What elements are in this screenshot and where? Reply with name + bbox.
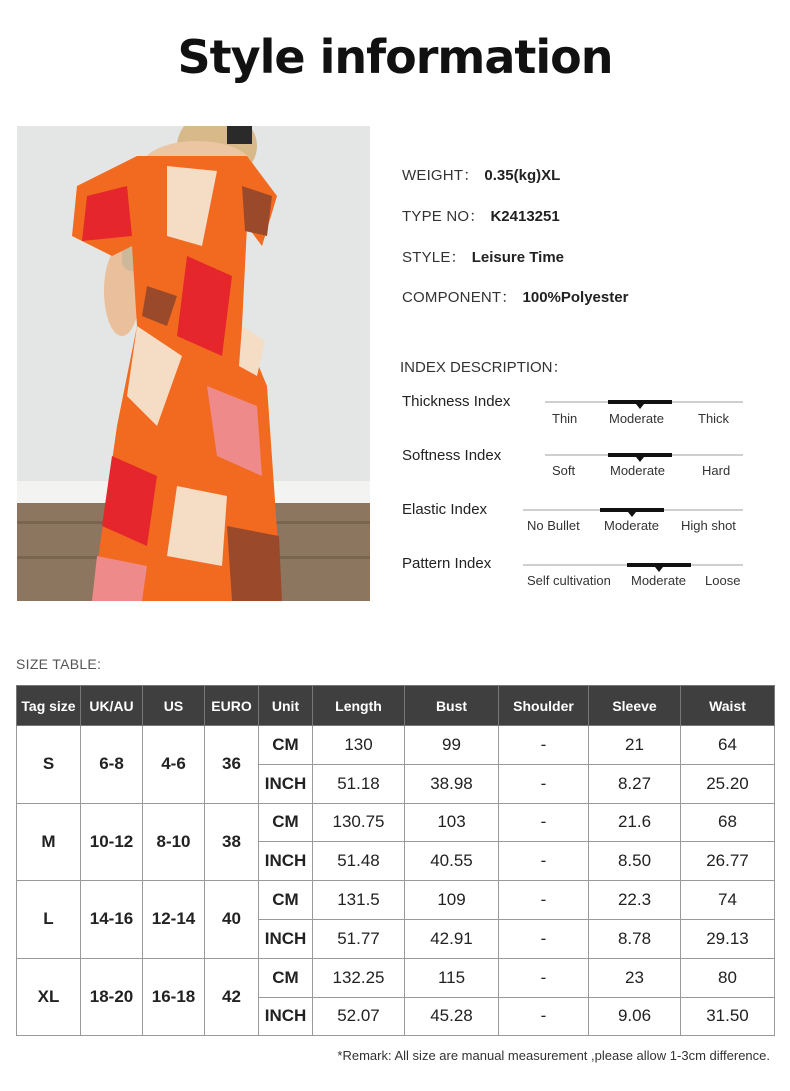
us-cell: 16-18 — [143, 958, 205, 1036]
index-option: Soft — [552, 463, 576, 478]
shoulder-cell: - — [499, 764, 589, 803]
column-header: US — [143, 686, 205, 726]
column-header: Length — [313, 686, 405, 726]
shoulder-cell: - — [499, 997, 589, 1036]
spec-value: K2413251 — [490, 208, 560, 225]
shoulder-cell: - — [499, 958, 589, 997]
sleeve-cell: 8.78 — [589, 919, 681, 958]
length-cell: 51.77 — [313, 919, 405, 958]
unit-cell: INCH — [259, 842, 313, 881]
uk-au-cell: 10-12 — [81, 803, 143, 881]
bust-cell: 45.28 — [405, 997, 499, 1036]
index-option: Moderate — [631, 573, 686, 588]
waist-cell: 31.50 — [681, 997, 775, 1036]
size-table-label: SIZE TABLE: — [16, 656, 102, 672]
index-label-pattern: Pattern Index — [402, 555, 492, 572]
unit-cell: CM — [259, 881, 313, 920]
unit-cell: CM — [259, 803, 313, 842]
bust-cell: 40.55 — [405, 842, 499, 881]
column-header: Shoulder — [499, 686, 589, 726]
sleeve-cell: 21.6 — [589, 803, 681, 842]
shoulder-cell: - — [499, 803, 589, 842]
tag-size-cell: S — [17, 726, 81, 804]
us-cell: 12-14 — [143, 881, 205, 959]
spec-value: 100%Polyester — [522, 289, 629, 306]
tag-size-cell: L — [17, 881, 81, 959]
product-photo — [17, 126, 370, 601]
sleeve-cell: 8.50 — [589, 842, 681, 881]
length-cell: 130 — [313, 726, 405, 765]
length-cell: 131.5 — [313, 881, 405, 920]
index-pointer-icon — [655, 567, 663, 572]
index-option: Thick — [698, 411, 730, 426]
table-header-row — [17, 686, 775, 726]
euro-cell: 42 — [205, 958, 259, 1036]
index-description-heading: INDEX DESCRIPTION： — [400, 359, 568, 376]
table-row — [17, 726, 775, 765]
spec-style — [402, 246, 564, 267]
waist-cell: 80 — [681, 958, 775, 997]
table-row — [17, 958, 775, 997]
length-cell: 51.48 — [313, 842, 405, 881]
index-pointer-icon — [628, 512, 636, 517]
index-option: Moderate — [609, 411, 664, 426]
unit-cell: CM — [259, 726, 313, 765]
remark-note: *Remark: All size are manual measurement ,please allow 1-3cm difference. — [337, 1048, 770, 1063]
column-header: Tag size — [17, 686, 81, 726]
index-option: High shot — [681, 518, 736, 533]
spec-key: WEIGHT： — [402, 167, 479, 184]
column-header: UK/AU — [81, 686, 143, 726]
index-option: Moderate — [610, 463, 665, 478]
bust-cell: 109 — [405, 881, 499, 920]
spec-key: COMPONENT： — [402, 289, 517, 306]
length-cell: 130.75 — [313, 803, 405, 842]
euro-cell: 40 — [205, 881, 259, 959]
index-option: Self cultivation — [527, 573, 611, 588]
sleeve-cell: 8.27 — [589, 764, 681, 803]
spec-type-no — [402, 205, 560, 226]
waist-cell: 74 — [681, 881, 775, 920]
length-cell: 52.07 — [313, 997, 405, 1036]
index-pointer-icon — [636, 457, 644, 462]
waist-cell: 26.77 — [681, 842, 775, 881]
euro-cell: 36 — [205, 726, 259, 804]
sleeve-cell: 22.3 — [589, 881, 681, 920]
size-table — [16, 685, 775, 1036]
index-label-thickness: Thickness Index — [402, 393, 511, 410]
us-cell: 8-10 — [143, 803, 205, 881]
index-label-elastic: Elastic Index — [402, 501, 488, 518]
bust-cell: 99 — [405, 726, 499, 765]
waist-cell: 29.13 — [681, 919, 775, 958]
tag-size-cell: XL — [17, 958, 81, 1036]
column-header: Bust — [405, 686, 499, 726]
unit-cell: CM — [259, 958, 313, 997]
length-cell: 132.25 — [313, 958, 405, 997]
waist-cell: 64 — [681, 726, 775, 765]
index-label-softness: Softness Index — [402, 447, 502, 464]
bust-cell: 115 — [405, 958, 499, 997]
dress-illustration — [17, 126, 370, 601]
spec-key: STYLE： — [402, 249, 466, 266]
spec-key: TYPE NO： — [402, 208, 485, 225]
table-row — [17, 881, 775, 920]
tag-size-cell: M — [17, 803, 81, 881]
us-cell: 4-6 — [143, 726, 205, 804]
column-header: Unit — [259, 686, 313, 726]
index-option: No Bullet — [527, 518, 580, 533]
waist-cell: 68 — [681, 803, 775, 842]
column-header: Sleeve — [589, 686, 681, 726]
index-pointer-icon — [636, 404, 644, 409]
bust-cell: 103 — [405, 803, 499, 842]
index-option: Loose — [705, 573, 741, 588]
sleeve-cell: 9.06 — [589, 997, 681, 1036]
shoulder-cell: - — [499, 881, 589, 920]
index-option: Moderate — [604, 518, 659, 533]
spec-component — [402, 286, 628, 307]
bust-cell: 38.98 — [405, 764, 499, 803]
column-header: Waist — [681, 686, 775, 726]
sleeve-cell: 21 — [589, 726, 681, 765]
unit-cell: INCH — [259, 919, 313, 958]
uk-au-cell: 6-8 — [81, 726, 143, 804]
euro-cell: 38 — [205, 803, 259, 881]
spec-value: Leisure Time — [471, 249, 564, 266]
index-option: Thin — [552, 411, 578, 426]
uk-au-cell: 18-20 — [81, 958, 143, 1036]
unit-cell: INCH — [259, 997, 313, 1036]
shoulder-cell: - — [499, 919, 589, 958]
index-option: Hard — [702, 463, 731, 478]
column-header: EURO — [205, 686, 259, 726]
sleeve-cell: 23 — [589, 958, 681, 997]
uk-au-cell: 14-16 — [81, 881, 143, 959]
spec-weight — [402, 164, 560, 185]
table-row — [17, 803, 775, 842]
bust-cell: 42.91 — [405, 919, 499, 958]
waist-cell: 25.20 — [681, 764, 775, 803]
unit-cell: INCH — [259, 764, 313, 803]
shoulder-cell: - — [499, 842, 589, 881]
length-cell: 51.18 — [313, 764, 405, 803]
spec-value: 0.35(kg)XL — [484, 167, 561, 184]
shoulder-cell: - — [499, 726, 589, 765]
page-title: Style information — [177, 30, 613, 84]
